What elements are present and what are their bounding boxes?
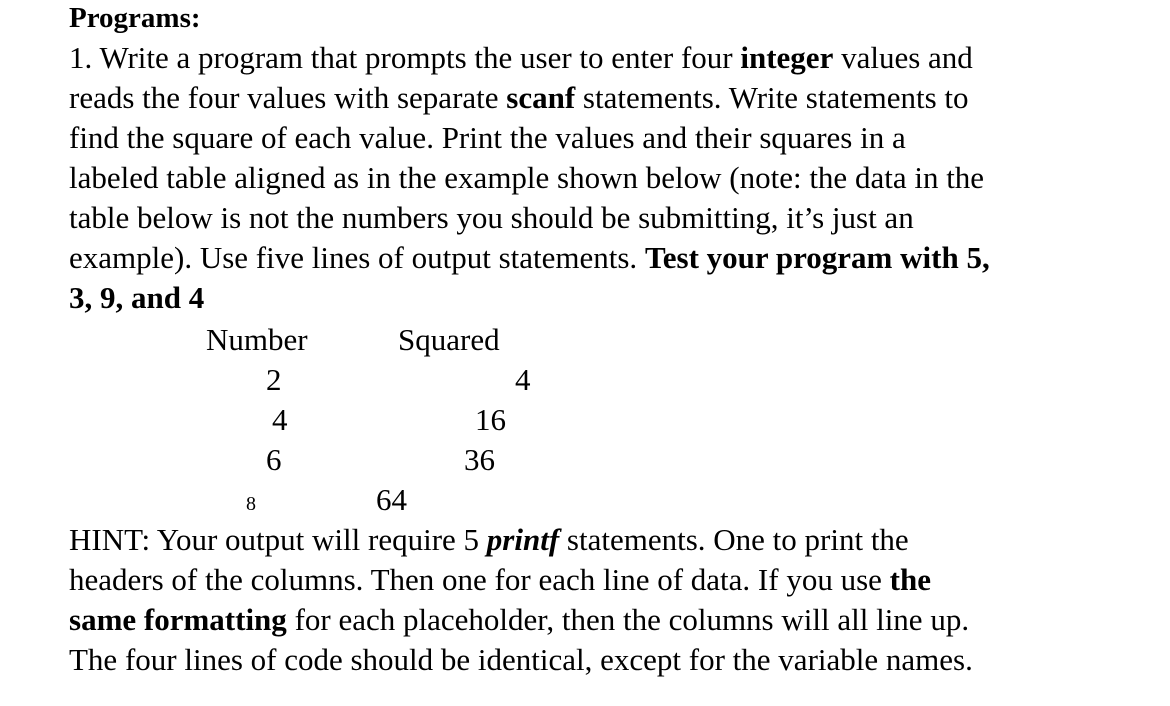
bold-run: Test your program with 5,	[644, 240, 990, 275]
table-cell-squared: 36	[464, 442, 495, 477]
table-header-squared: Squared	[398, 322, 500, 357]
hint-line	[69, 560, 1129, 600]
table-header-number: Number	[206, 322, 308, 357]
problem-line	[69, 78, 1129, 118]
table-cell-squared: 4	[515, 362, 531, 397]
bold-run: scanf	[506, 80, 576, 115]
text-run: 1. Write a program that prompts the user to enter four	[69, 40, 741, 75]
text-run: HINT: Your output will require 5	[69, 522, 487, 557]
table-cell-squared: 16	[475, 402, 506, 437]
problem-line: labeled table aligned as in the example shown below (note: the data in the	[69, 160, 985, 195]
section-heading: Programs:	[69, 2, 201, 34]
problem-line	[69, 238, 1129, 278]
hint-paragraph	[69, 520, 1129, 680]
bold-run: integer	[740, 40, 834, 75]
hint-line	[69, 520, 1129, 560]
text-run: reads the four values with separate	[69, 80, 507, 115]
problem-line: find the square of each value. Print the values and their squares in a	[69, 120, 906, 155]
text-run: values and	[833, 40, 973, 75]
problem-line	[69, 38, 1129, 78]
table-cell-number: 8	[246, 493, 256, 515]
bold-italic-run: printf	[486, 522, 560, 557]
text-run: statements. One to print the	[559, 522, 909, 557]
hint-line	[69, 600, 1129, 640]
bold-run: same formatting	[69, 602, 287, 637]
table-cell-number: 6	[266, 442, 282, 477]
hint-line: The four lines of code should be identical, except for the variable names.	[69, 642, 973, 677]
text-run: example). Use five lines of output statements.	[69, 240, 645, 275]
problem-line: 3, 9, and 4	[69, 280, 205, 315]
text-run: for each placeholder, then the columns will all line up.	[286, 602, 970, 637]
table-cell-squared: 64	[376, 482, 407, 517]
text-run: headers of the columns. Then one for each line of data. If you use	[69, 562, 890, 597]
text-run: statements. Write statements to	[575, 80, 969, 115]
problem-statement	[69, 38, 1129, 318]
table-cell-number: 2	[266, 362, 282, 397]
table-cell-number: 4	[272, 402, 288, 437]
example-table	[69, 318, 669, 518]
bold-run: the	[889, 562, 931, 597]
problem-line: table below is not the numbers you should be submitting, it’s just an	[69, 200, 914, 235]
